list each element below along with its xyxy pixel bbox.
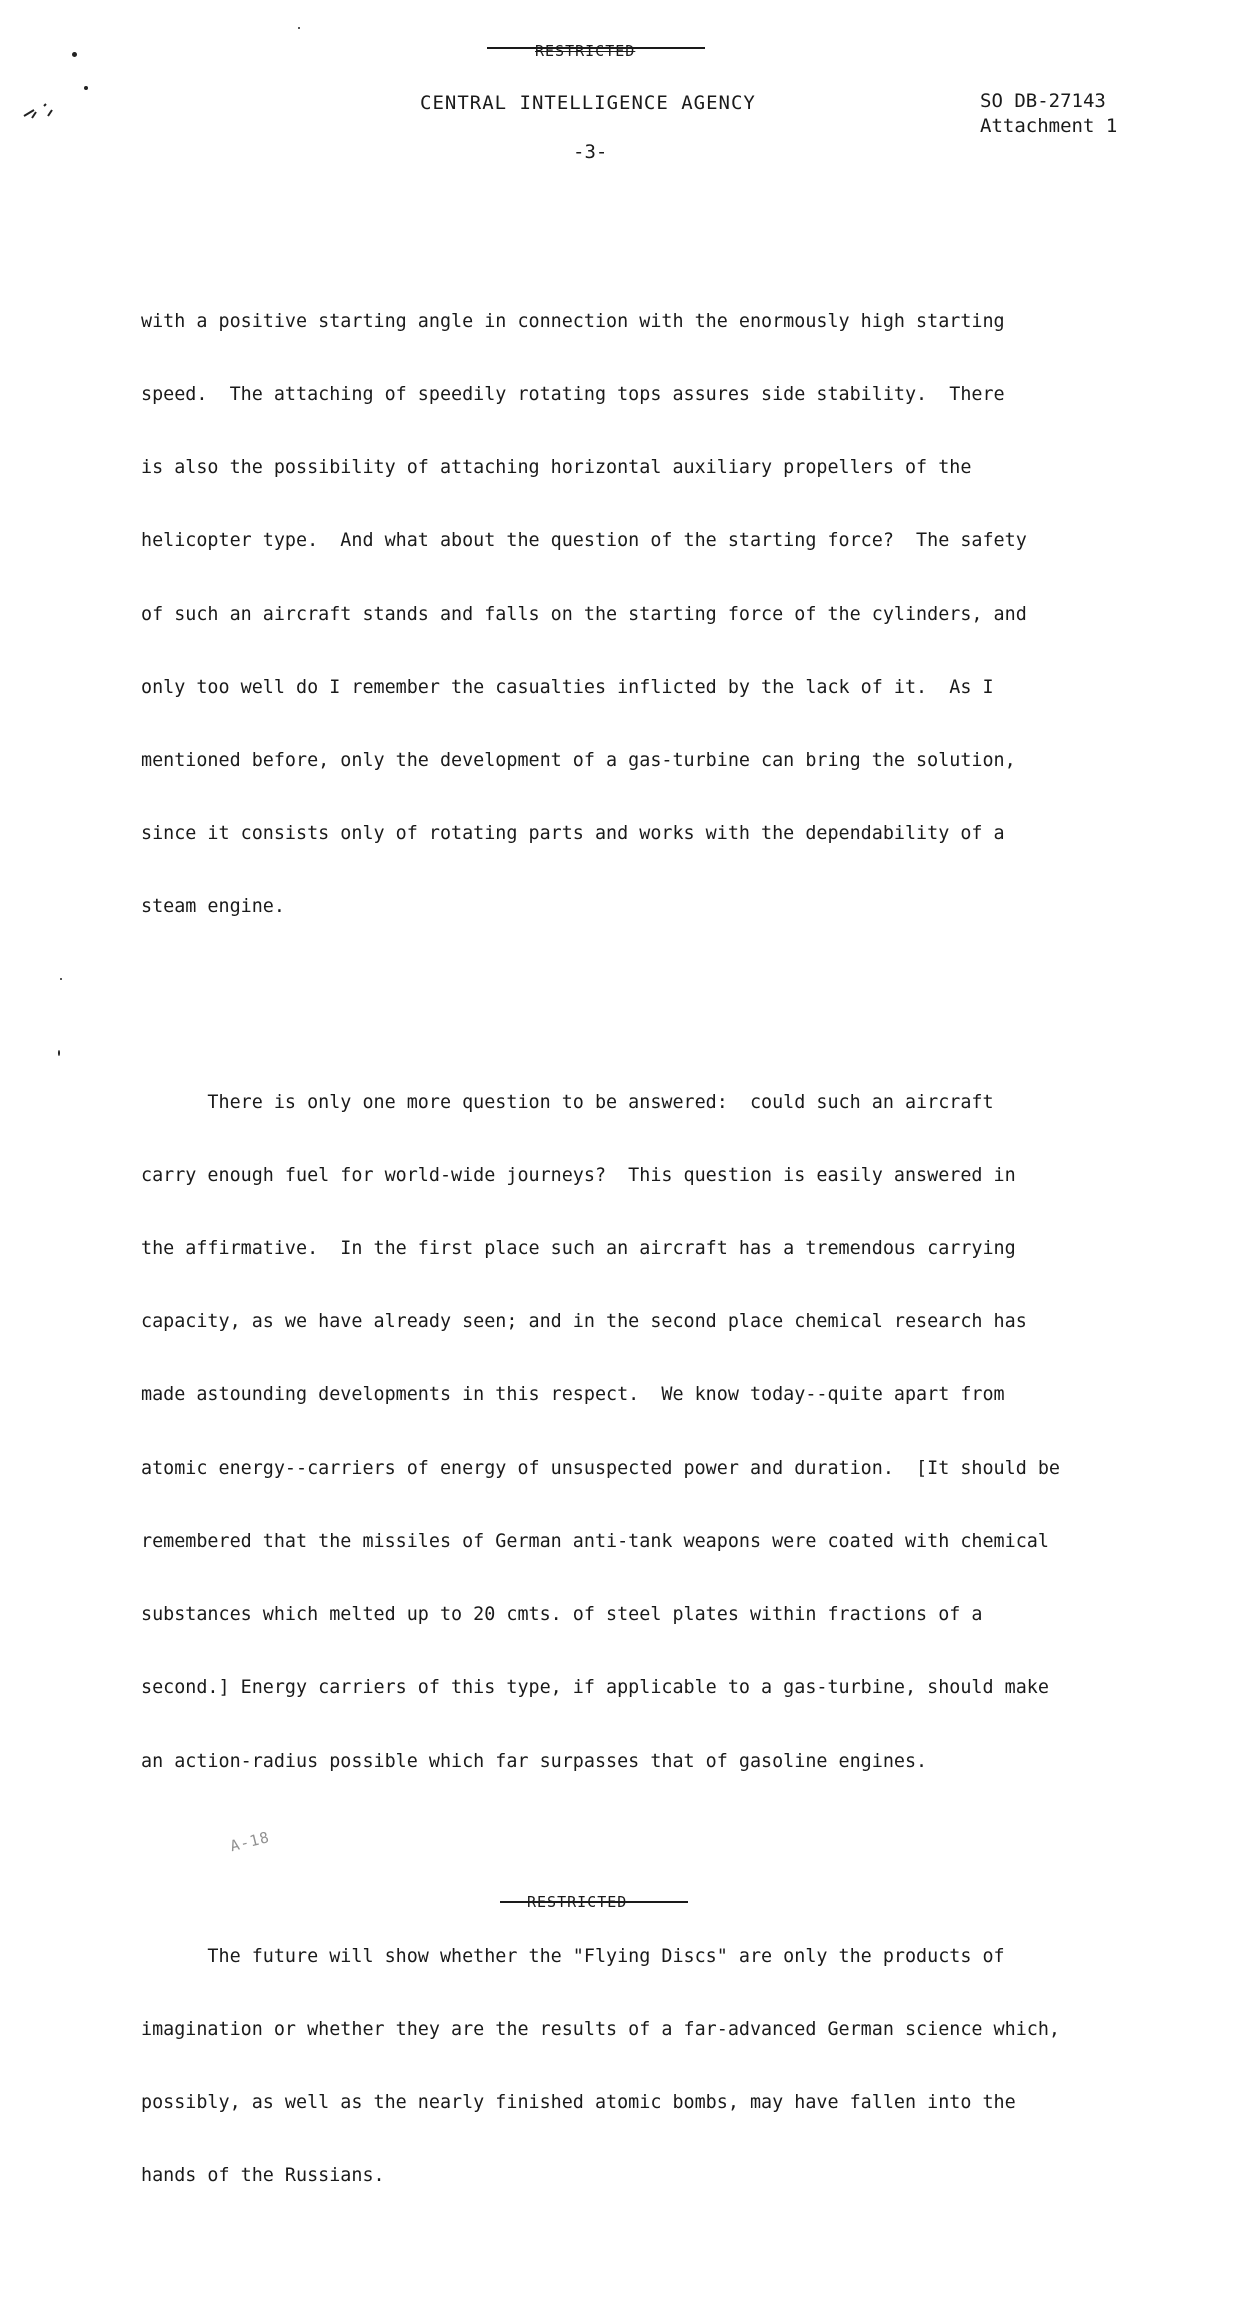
text-line: speed. The attaching of speedily rotating tops assures side stability. There [141,383,1005,405]
text-line: carry enough fuel for world-wide journeys? This question is easily answered in [141,1164,1016,1186]
text-line: made astounding developments in this respect. We know today--quite apart from [141,1384,1005,1406]
text-line: There is only one more question to be answered: could such an aircraft [141,1091,994,1113]
text-line: possibly, as well as the nearly finished atomic bombs, may have fallen into the [141,2092,1016,2114]
text-line: with a positive starting angle in connection with the enormously high starting [141,310,1005,332]
agency-name: CENTRAL INTELLIGENCE AGENCY [420,92,756,114]
text-line: mentioned before, only the development of a gas-turbine can bring the solution, [141,749,1016,771]
document-number: SO DB-27143 [980,90,1106,112]
text-line: an action-radius possible which far surpasses that of gasoline engines. [141,1750,928,1772]
text-line: the affirmative. In the first place such an aircraft has a tremendous carrying [141,1238,1016,1260]
text-line: only too well do I remember the casualties inflicted by the lack of it. As I [141,676,994,698]
stamp-text: A-18 [228,1828,272,1856]
text-line: remembered that the missiles of German anti-tank weapons were coated with chemical [141,1530,1049,1552]
text-line: steam engine. [141,896,285,918]
text-line: hands of the Russians. [141,2165,385,2187]
text-line: since it consists only of rotating parts and works with the dependability of a [141,823,1005,845]
page-number: -3- [573,141,608,163]
attachment-label: Attachment 1 [980,115,1118,137]
text-line: is also the possibility of attaching horizontal auxiliary propellers of the [141,457,972,479]
margin-scribble-icon [22,96,62,126]
paragraph [141,1042,1141,1823]
margin-speck [58,1050,60,1056]
text-line: substances which melted up to 20 cmts. of steel plates within fractions of a [141,1604,983,1626]
text-line: of such an aircraft stands and falls on the starting force of the cylinders, and [141,603,1027,625]
text-line: imagination or whether they are the results of a far-advanced German science which, [141,2019,1060,2041]
text-line: atomic energy--carriers of energy of unsuspected power and duration. [It should be [141,1457,1060,1479]
margin-speck [298,27,300,29]
margin-speck [60,978,62,980]
text-line: capacity, as we have already seen; and in the second place chemical research has [141,1311,1027,1333]
paragraph [141,261,1141,969]
classification-marking-bottom: RESTRICTED [527,1893,628,1911]
body-text [141,212,1141,2311]
text-line: helicopter type. And what about the question of the starting force? The safety [141,530,1027,552]
classification-marking-top: RESTRICTED [535,42,636,60]
text-line: second.] Energy carriers of this type, if applicable to a gas-turbine, should make [141,1677,1049,1699]
margin-speck [84,86,88,90]
paragraph [141,1896,1141,2238]
margin-speck [72,52,77,57]
text-line: The future will show whether the "Flying Discs" are only the products of [141,1945,1005,1967]
